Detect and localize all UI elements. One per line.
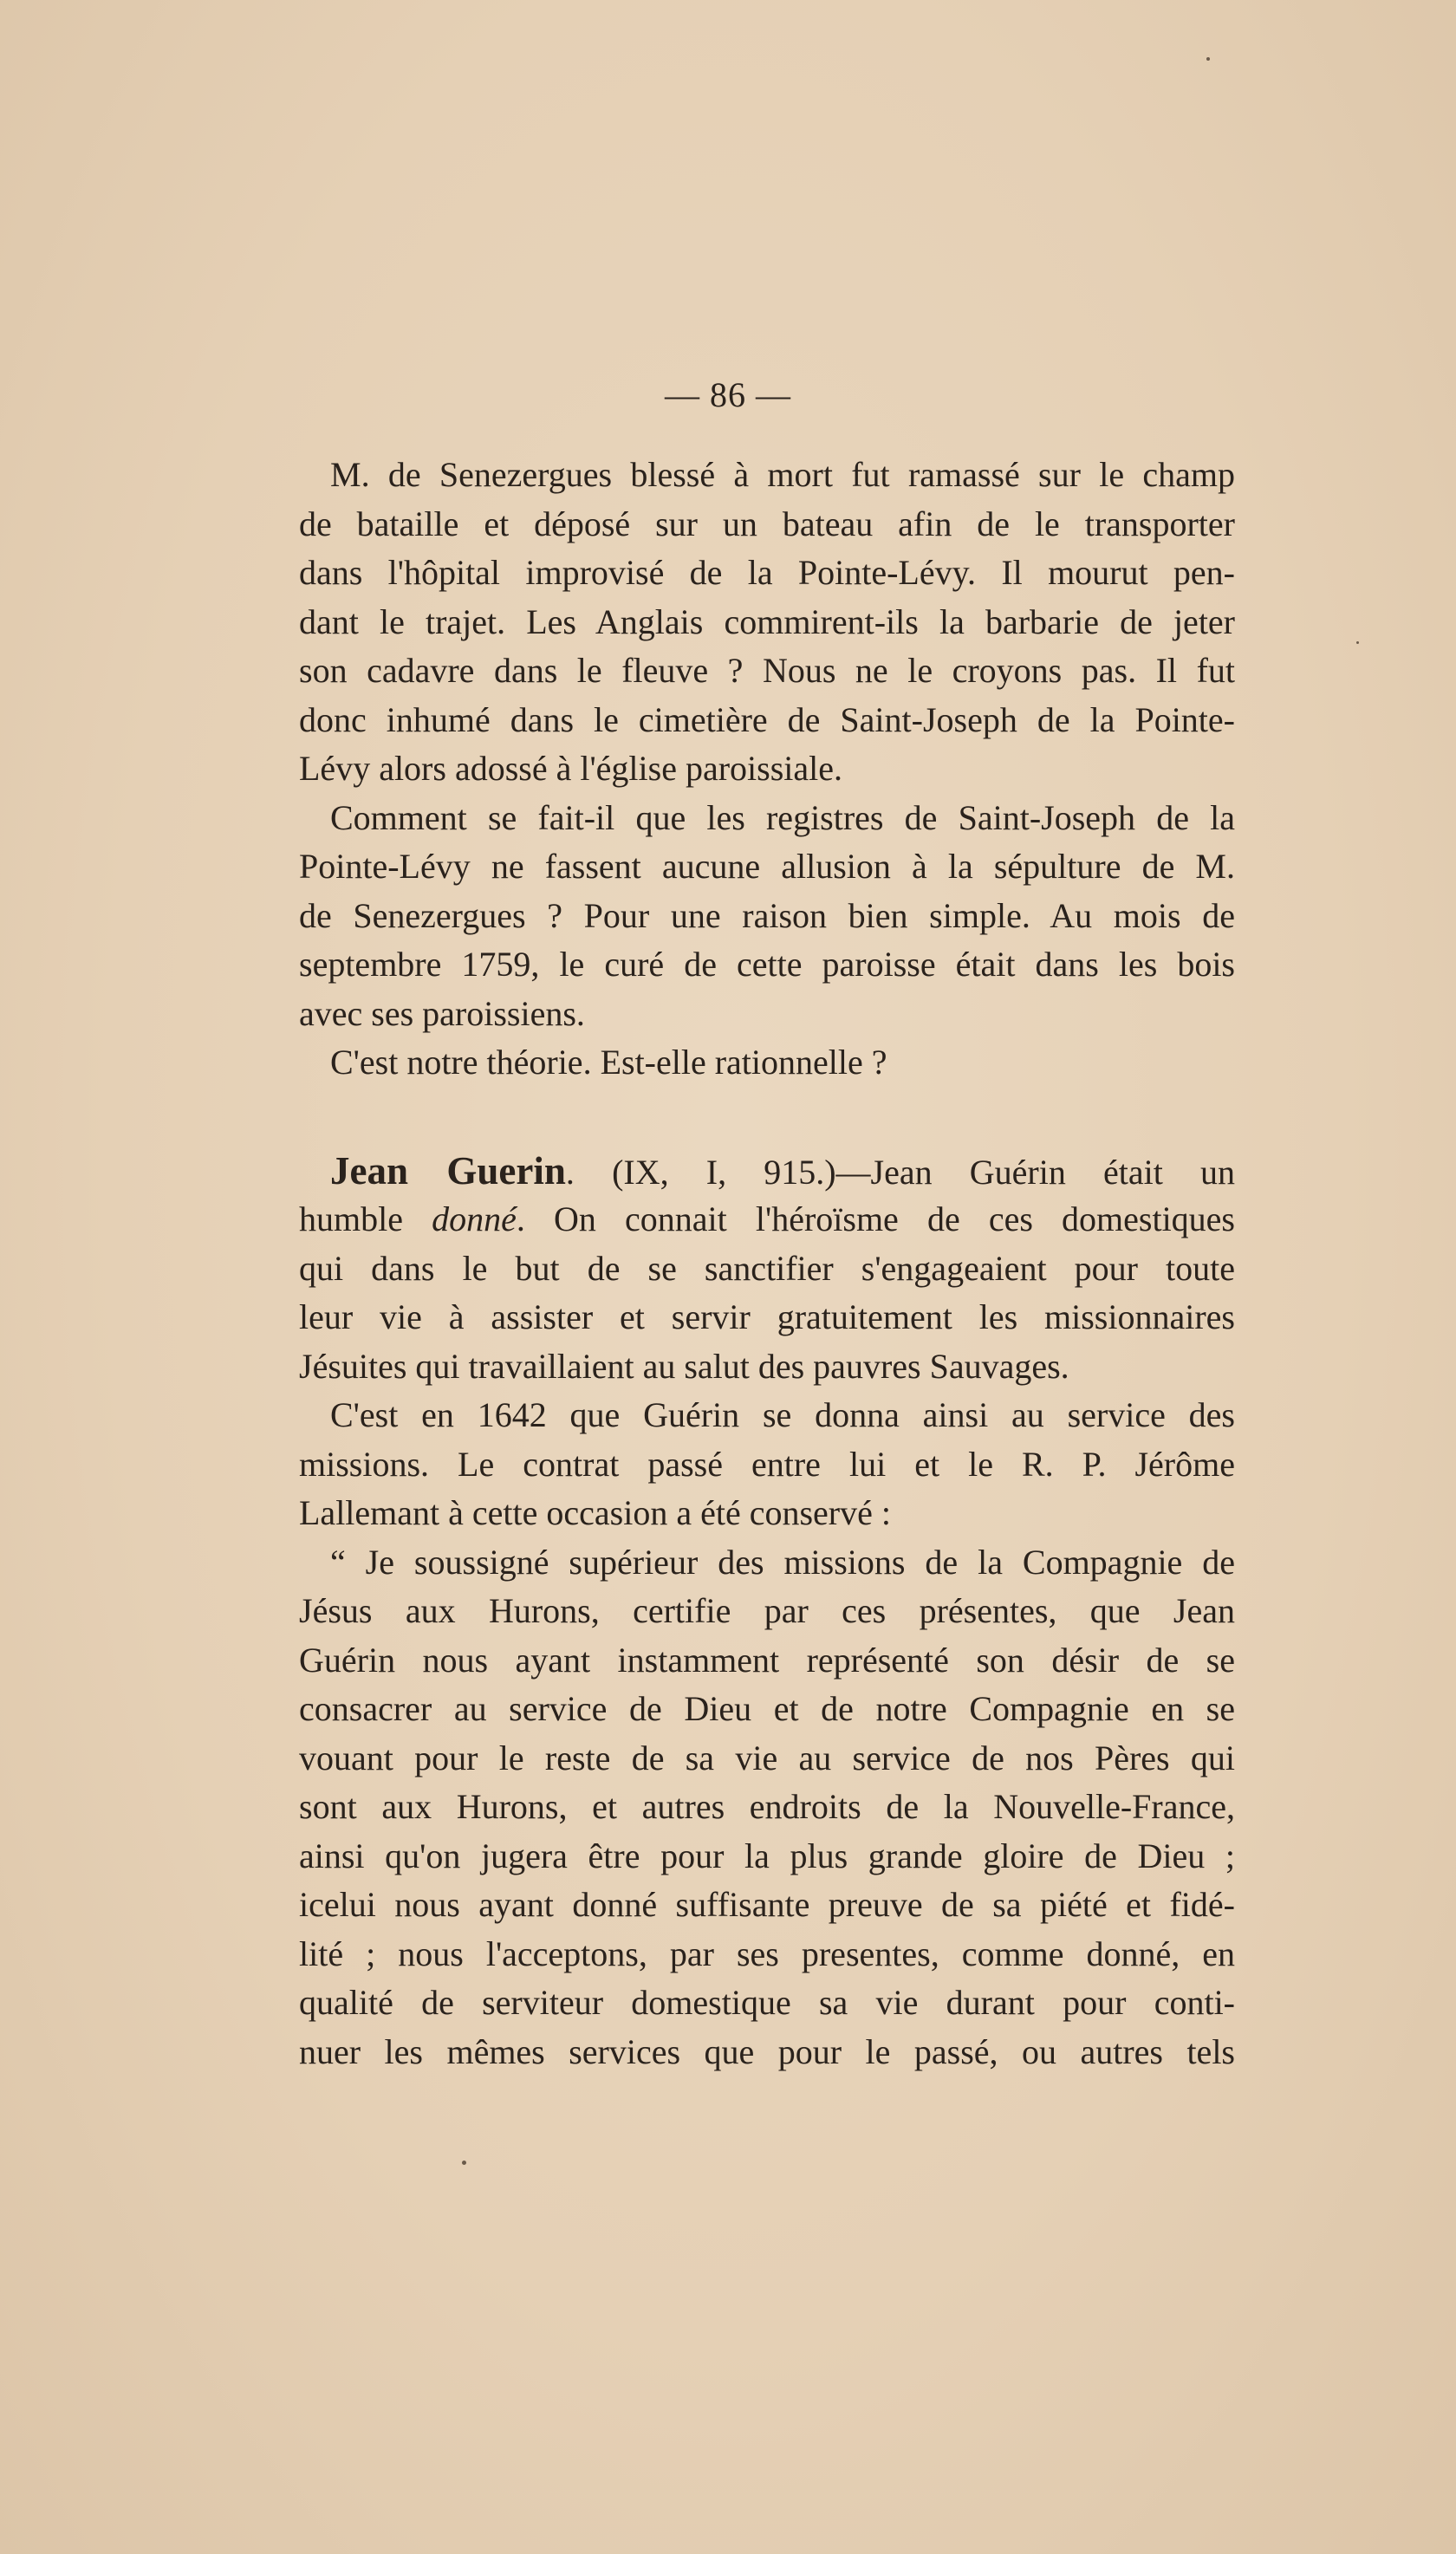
text-line: de Senezergues ? Pour une raison bien simple. Au mois de — [299, 895, 1235, 935]
paragraph-contract-quote — [299, 1538, 1235, 2077]
text-line: vouant pour le reste de sa vie au service de nos Pères qui — [299, 1738, 1235, 1777]
text-line: Comment se fait-il que les registres de Saint-Joseph de la — [330, 797, 1235, 837]
text-line: consacrer au service de Dieu et de notre Compagnie en se — [299, 1689, 1235, 1728]
text-line: sont aux Hurons, et autres endroits de la Nouvelle-France, — [299, 1787, 1235, 1826]
paper-speck — [1206, 57, 1210, 61]
text-line: nuer les mêmes services que pour le passé, ou autres tels — [299, 2031, 1235, 2071]
section-gap — [299, 1088, 1235, 1147]
text-line: Guérin nous ayant instamment représenté son désir de se — [299, 1640, 1235, 1680]
text-line: icelui nous ayant donné suffisante preuve de sa piété et fidé- — [299, 1885, 1235, 1924]
text-line: “ Je soussigné supérieur des missions de la Compagnie de — [330, 1542, 1235, 1582]
paper-speck — [1356, 641, 1359, 644]
text-line: C'est notre théorie. Est-elle rationnelle ? — [330, 1043, 887, 1082]
paper-speck — [462, 2161, 466, 2165]
text-line: Jésus aux Hurons, certifie par ces présentes, que Jean — [299, 1591, 1235, 1630]
paragraph-registers — [299, 794, 1235, 1039]
italic-term: donné — [432, 1199, 517, 1238]
text-line: dant le trajet. Les Anglais commirent-ils la barbarie de jeter — [299, 601, 1235, 641]
entry-reference: . (IX, I, 915.)—Jean Guérin était un — [565, 1152, 1235, 1192]
text-line: de bataille et déposé sur un bateau afin de le transporter — [299, 504, 1235, 543]
body-text — [299, 451, 1235, 2076]
entry-heading-line — [299, 1147, 1235, 1196]
text-line: ainsi qu'on jugera être pour la plus grande gloire de Dieu ; — [299, 1836, 1235, 1875]
text-line: missions. Le contrat passé entre lui et le R. P. Jérôme — [299, 1444, 1235, 1484]
text-line: Lallemant à cette occasion a été conservé : — [299, 1493, 891, 1532]
entry-name: Jean Guerin — [330, 1148, 566, 1193]
text-line: qualité de serviteur domestique sa vie durant pour conti- — [299, 1983, 1235, 2022]
text-line: Pointe-Lévy ne fassent aucune allusion à la sépulture de M. — [299, 847, 1235, 886]
text-line: Jésuites qui travaillaient au salut des pauvres Sauvages. — [299, 1346, 1069, 1386]
text-line: son cadavre dans le fleuve ? Nous ne le croyons pas. Il fut — [299, 651, 1235, 690]
text-line — [299, 1195, 1235, 1245]
text-line: Lévy alors adossé à l'église paroissiale. — [299, 749, 843, 788]
text-segment: humble — [299, 1199, 432, 1238]
text-line: M. de Senezergues blessé à mort fut ramassé sur le champ — [330, 455, 1235, 494]
text-line: avec ses paroissiens. — [299, 993, 585, 1033]
text-line: lité ; nous l'acceptons, par ses presentes, comme donné, en — [299, 1933, 1235, 1973]
text-segment: . On connait l'héroïsme de ces domestiques — [516, 1199, 1235, 1238]
text-line: donc inhumé dans le cimetière de Saint-Joseph de la Pointe- — [299, 699, 1235, 739]
paragraph-theory — [299, 1038, 1235, 1088]
page-number: — 86 — — [665, 375, 791, 414]
paragraph-senezergues-burial — [299, 451, 1235, 794]
paragraph-1642 — [299, 1391, 1235, 1538]
text-line: qui dans le but de se sanctifier s'engageaient pour toute — [299, 1248, 1235, 1288]
text-line: C'est en 1642 que Guérin se donna ainsi au service des — [330, 1395, 1235, 1434]
text-line: leur vie à assister et servir gratuitement les missionnaires — [299, 1297, 1235, 1336]
entry-jean-guerin — [299, 1147, 1235, 1392]
text-line: dans l'hôpital improvisé de la Pointe-Lévy. Il mourut pen- — [299, 553, 1235, 592]
text-line: septembre 1759, le curé de cette paroisse était dans les bois — [299, 945, 1235, 984]
